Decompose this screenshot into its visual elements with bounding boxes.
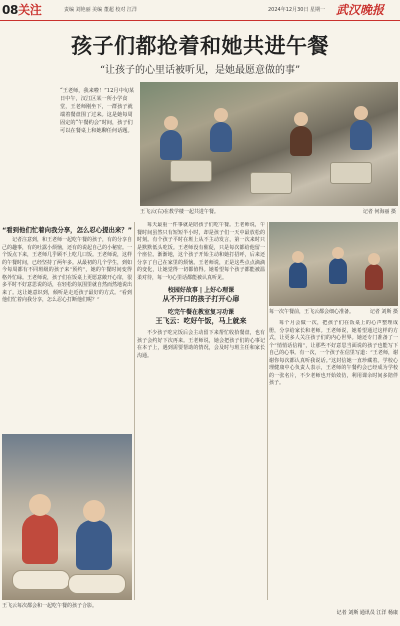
column-left xyxy=(2,222,132,432)
group-photo xyxy=(2,434,132,600)
section-name: 关注 xyxy=(18,3,42,17)
subheadline: “让孩子的心里话被听见，是她最愿意做的事” xyxy=(99,65,301,76)
lead-paragraph: “王老师，我来啦！”12月中旬某日中午，汉江区某一所小学食堂，王老师刚坐下，一群孩子就端着餐盘围了过来。这是她每周固定的“午餐约会”时间，孩子们可以在餐桌上和她聊任何话题。 xyxy=(60,88,135,134)
newspaper-logo: 武汉晚报 xyxy=(336,3,385,17)
photo-credit: 记者 刘斯 摄 xyxy=(369,309,398,315)
body-text: 记者注意到，和王老师一起吃午餐的孩子，有的分享自己的趣事，有的吐露小烦恼，还有的说起自己的小秘密。一个饭点下来，王老师几乎顾不上吃几口饭。王老师说，这样的午餐时间，已经坚持了两年多。从最初的几个学生，到如今每周都有不同班级的孩子来“预约”，她的午餐时间变得格外忙碌。王老师说，孩子们在饭桌上更愿意敞开心扉，很多平时不好意思说的话，在轻松的氛围里就自然而然地说出来了。这让她意识到，倾听是走近孩子最好的方式。“看到他们忙着向我分享，怎么忍心打断他们呢？” xyxy=(2,237,132,303)
page-number: 08关注 xyxy=(2,3,42,17)
lunch-photo xyxy=(140,82,398,206)
body-text: 不少孩子吃完饭后会主动留下来帮忙收拾餐盘，也有孩子会约好下次再来。王老师说，她会把孩子们的心事记在本子上，遇到需要帮助的情况，会及时与班主任和家长沟通。 xyxy=(137,330,265,359)
photo-credit: 记者 何海丽 摄 xyxy=(362,209,396,215)
section-heading: “看到他们忙着向我分享，怎么忍心提出来？” xyxy=(2,226,132,234)
photo-caption: 王飞云(右)在教学楼一起共进午餐。 记者 何海丽 摄 xyxy=(140,209,396,215)
body-text: 每个月会做一次，把孩子们在饭桌上的心声整理成册，分享给家长和老师。王老师说，她希望通过这样的方式，让更多人关注孩子们的内心世界。她还专门准备了一个“悄悄话信箱”，让那些不好意思当面说的孩子也能写下自己的心事。有一次，一个孩子在信里写道：“王老师，谢谢你每次都认真听我说话。”这封信她一直珍藏着。学校心理健康中心负责人表示，王老师的午餐约会已经成为学校的一张名片，不少老师也开始效仿，利用课余时间多陪伴孩子。 xyxy=(269,320,398,386)
prep-photo xyxy=(269,222,398,306)
column-divider xyxy=(267,222,268,600)
photo-caption: 每一次午餐前，王飞云都会细心准备。 记者 刘斯 摄 xyxy=(269,309,398,315)
byline: 记者 刘斯 通讯员 江洋 杨康 xyxy=(336,610,398,616)
body-text: 每天最重一件事就是陪孩子们吃午餐。王老师说，午餐时间虽然只有短短半小时，却是孩子们一天中最放松的时刻。有个孩子平时在班上从不主动发言，第一次来时只是默默低头吃饭。王老师没有催促，只是每次都给他留一个座位。渐渐地，这个孩子开始主动和她打招呼，后来还分享了自己在家里的烦恼。王老师说，正是这些点点滴滴的变化，让她觉得一切都值得。她希望每个孩子都能被温柔对待，每一句心里话都能被认真听见。 xyxy=(137,222,265,281)
section-heading: 校园好故事 | 上好心理课 从不开口的孩子打开心扉 xyxy=(162,287,240,303)
photo-caption: 王飞云每次都会和一起吃午餐的孩子合影。 xyxy=(2,603,98,609)
column-divider xyxy=(134,222,135,600)
column-middle xyxy=(137,222,265,507)
page-header xyxy=(0,0,400,21)
issue-date: 2024年12月30日 星期一 xyxy=(268,7,326,13)
headline: 孩子们都抢着和她共进午餐 xyxy=(71,34,329,58)
column-right xyxy=(269,320,398,598)
section-heading: 吃完午餐在教室复习功课 王飞云：吃好午饭，马上就来 xyxy=(155,309,247,325)
editors-line: 责编 刘艳丽 美编 董超 校对 江洋 xyxy=(64,7,137,13)
